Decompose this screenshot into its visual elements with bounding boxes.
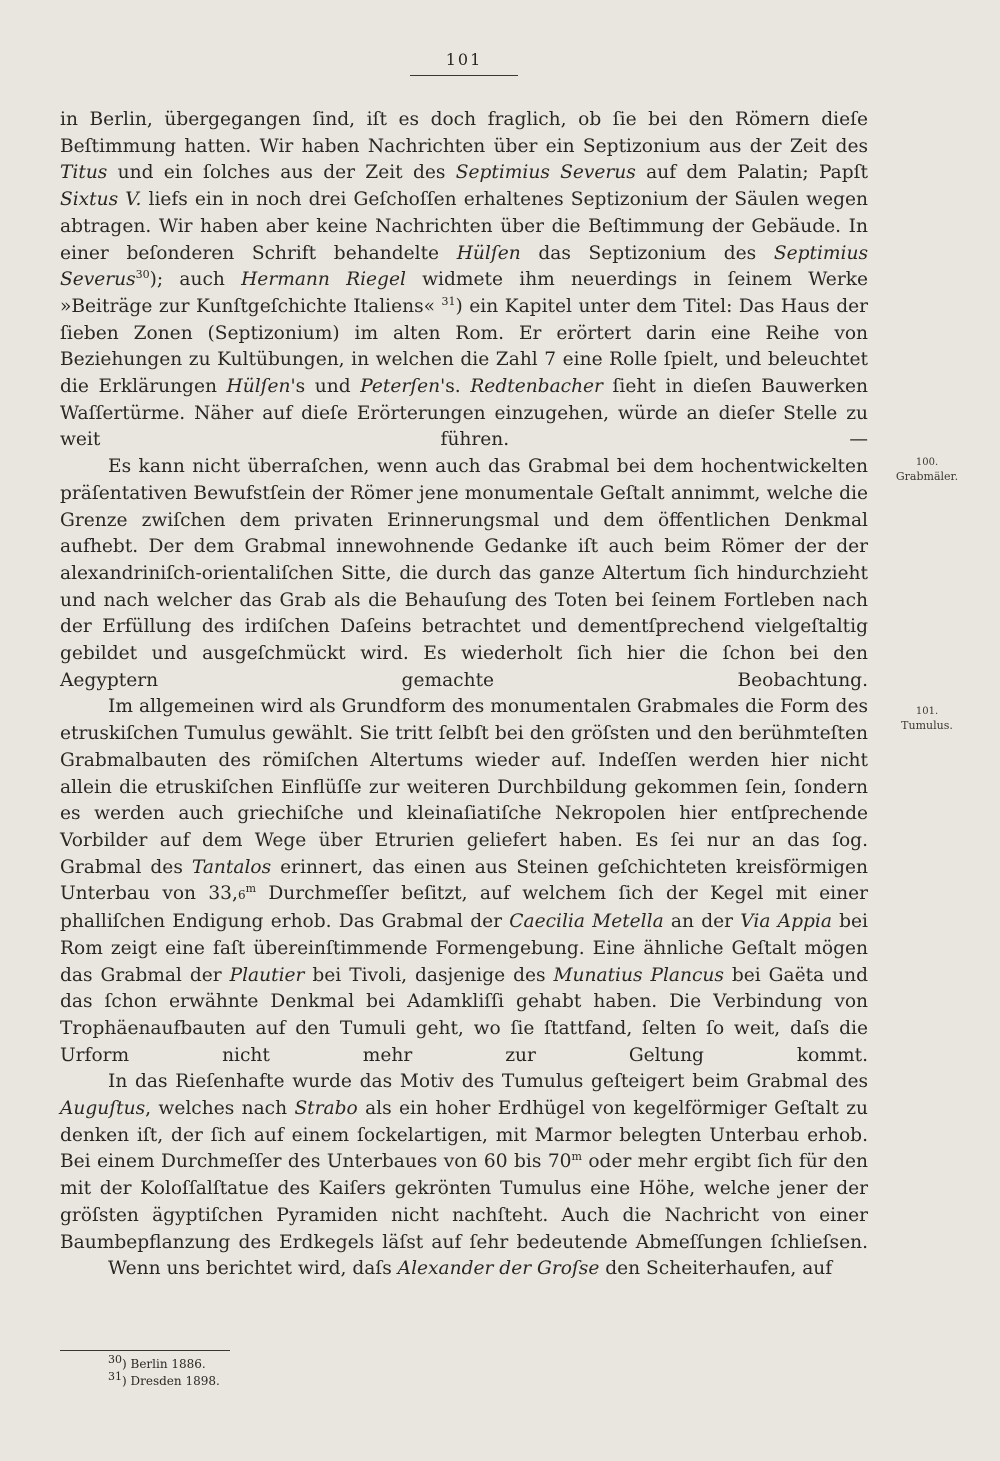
unit-meter: m — [571, 1150, 582, 1164]
text-run: widmete ihm neuerdings in ſeinem Werke »Beiträge zur Kunſtgeſchichte Italiens« — [60, 269, 868, 317]
paragraph-1 — [60, 107, 868, 454]
name-tantalos: Tantalos — [191, 856, 272, 878]
text-run: den Scheiterhaufen, auf — [599, 1258, 833, 1280]
text-run: Wenn uns berichtet wird, daſs — [108, 1258, 398, 1280]
decimal-digit: 6 — [237, 888, 246, 903]
text-run: 's. — [440, 376, 471, 398]
margin-note-label: Tumulus. — [901, 719, 953, 732]
text-run: bei Gaëta und das ſchon erwähnte Denkmal bei Adamkliſſi gehabt haben. Die Verbindung von Trophäenaufbauten auf den Tumuli geht, wo ſie ſtattfand, ſelten ſo weit, daſs die Urform nicht mehr zur Geltung kommt. — [60, 964, 868, 1066]
paragraph-5 — [60, 1256, 868, 1283]
name-strabo: Strabo — [294, 1098, 358, 1120]
name-plautier: Plautier — [229, 964, 305, 986]
paragraph-4 — [60, 1069, 868, 1256]
text-run: bei Tivoli, dasjenige des — [304, 964, 554, 986]
name-huelsen: Hülſen — [456, 242, 521, 264]
text-run: ); auch — [149, 269, 242, 291]
text-run: und ein ſolches aus der Zeit des — [107, 162, 456, 184]
text-run: das Septizonium des — [520, 242, 774, 264]
margin-note-number: 100. — [915, 457, 939, 468]
text-run: In das Rieſenhafte wurde das Motiv des Tumulus geſteigert beim Grabmal des — [108, 1071, 868, 1093]
name-titus: Titus — [60, 162, 108, 184]
name-caecilia-metella: Caecilia Metella — [509, 911, 664, 933]
unit-meter: m — [245, 882, 257, 896]
paragraph-2: Es kann nicht überraſchen, wenn auch das Grabmal bei dem hochentwickelten präſentativen Bewufstſein der Römer jene monumentale Geſtalt annimmt, welche die Grenze zwiſchen dem privaten Erinnerungsmal und dem öffentlichen Denkmal aufhebt. Der dem Grabmal innewohnende Gedanke iſt auch beim Römer der der alexandriniſch-orientaliſchen Sitte, die durch das ganze Altertum ſich hindurchzieht und nach welcher das Grab als die Behauſung des Toten bei ſeinem Fortleben nach der Erfüllung des irdiſchen Daſeins betrachtet und dementſprechend vielgeſtaltig gebildet und ausgeſchmückt wird. Es wiederholt ſich hier die ſchon bei den Aegyptern gemachte Beobachtung. — [60, 456, 868, 691]
name-via-appia: Via Appia — [740, 911, 832, 933]
name-redtenbacher: Redtenbacher — [470, 376, 603, 398]
footnote-number: 30 — [108, 1353, 122, 1366]
margin-note-tumulus — [884, 705, 970, 733]
text-run: ) ein Kapitel unter dem Titel: Das Haus der ſieben Zonen (Septizonium) im alten Rom. Er erörtert darin eine Reihe von Beziehungen zu Kultübungen, in welchen die Zahl 7 eine Rolle ſpielt, und beleuchtet die Erklärungen — [60, 295, 868, 398]
footnote-ref-30[interactable]: 30 — [135, 268, 150, 282]
name-sixtus: Sixtus V. — [60, 189, 142, 211]
footnote-number: 31 — [108, 1370, 122, 1383]
text-run: Im allgemeinen wird als Grundform des monumentalen Grabmales die Form des etruskiſchen Tumulus gewählt. Sie tritt ſelbſt bei den gröſsten und den berühmteſten Grabmalbauten des römiſchen Altertums wieder auf. Indeſſen werden hier nicht allein die etruskiſchen Einflüſſe zur weiteren Durchbildung gekommen ſein, ſondern es werden auch griechiſche und kleinaſiatiſche Nekropolen hier entſprechende Vorbilder auf dem Wege über Etrurien geliefert haben. Es ſei nur an das ſog. Grabmal des — [60, 696, 868, 878]
footnote-ref-31[interactable]: 31 — [441, 294, 456, 308]
name-septimius-severus: Septimius Severus — [455, 162, 636, 184]
name-riegel: Hermann Riegel — [241, 269, 406, 291]
margin-note-number: 101. — [915, 706, 939, 717]
paragraph-3 — [60, 694, 868, 1069]
margin-note-grabmaeler — [884, 456, 970, 484]
margin-note-label: Grabmäler. — [895, 470, 959, 483]
footnote-divider — [60, 1350, 230, 1351]
page-number: 101 — [410, 50, 518, 76]
footnote-text: ) Berlin 1886. — [122, 1357, 206, 1371]
footnotes — [108, 1353, 220, 1390]
text-run: oder mehr ergibt ſich für den mit der Koloſſalſtatue des Kaiſers gekrönten Tumulus eine Höhe, welche jener der gröſsten ägyptiſchen Pyramiden nicht nachſteht. Auch die Nachricht von einer Baumbepflanzung des Erdkegels läſst auf ſehr bedeutende Abmeſſungen ſchlieſsen. — [60, 1151, 868, 1253]
text-run: ſieht in dieſen Bauwerken Waſſertürme. Näher auf dieſe Erörterungen einzugehen, würde an dieſer Stelle zu weit führen. — — [60, 376, 869, 451]
footnote-31 — [108, 1370, 220, 1390]
text-run: Durchmeſſer beſitzt, auf welchem ſich der Kegel mit einer phalliſchen Endigung erhob. Das Grabmal der — [60, 883, 868, 933]
text-run: 's und — [290, 376, 361, 398]
text-run: liefs ein in noch drei Geſchoſſen erhaltenes Septizonium der Säulen wegen abtragen. Wir haben aber keine Nachrichten über die Beſtimmung der Gebäude. In einer beſonderen Schrift behandelte — [60, 189, 868, 264]
name-septimius-severus: Septimius Severus — [60, 242, 868, 291]
name-alexander: Alexander der Groſse — [397, 1258, 600, 1280]
text-run: erinnert, das einen aus Steinen geſchichteten kreisförmigen Unterbau von 33, — [60, 856, 868, 905]
name-munatius-plancus: Munatius Plancus — [553, 964, 724, 986]
footnote-text: ) Dresden 1898. — [122, 1374, 220, 1388]
text-run: als ein hoher Erdhügel von kegelförmiger Geſtalt zu denken iſt, der ſich auf einem ſockelartigen, mit Marmor belegten Unterbau erhob. Bei einem Durchmeſſer des Unterbaues von 60 bis 70 — [60, 1098, 868, 1173]
text-run: an der — [663, 911, 741, 933]
text-run: in Berlin, übergegangen ſind, iſt es doch fraglich, ob ſie bei den Römern dieſe Beſtimmung hatten. Wir haben Nachrichten über ein Septizonium aus der Zeit des — [60, 109, 868, 157]
text-run: bei Rom zeigt eine faſt übereinſtimmende Formengebung. Eine ähnliche Geſtalt mögen das Grabmal der — [60, 911, 869, 986]
name-augustus: Auguſtus — [60, 1098, 146, 1120]
name-petersen: Peterſen — [360, 376, 441, 398]
text-run: auf dem Palatin; Papſt — [635, 162, 868, 184]
name-huelsen: Hülſen — [226, 376, 291, 398]
body-text — [60, 107, 868, 1283]
footnote-30 — [108, 1353, 220, 1373]
text-run: , welches nach — [145, 1098, 295, 1120]
